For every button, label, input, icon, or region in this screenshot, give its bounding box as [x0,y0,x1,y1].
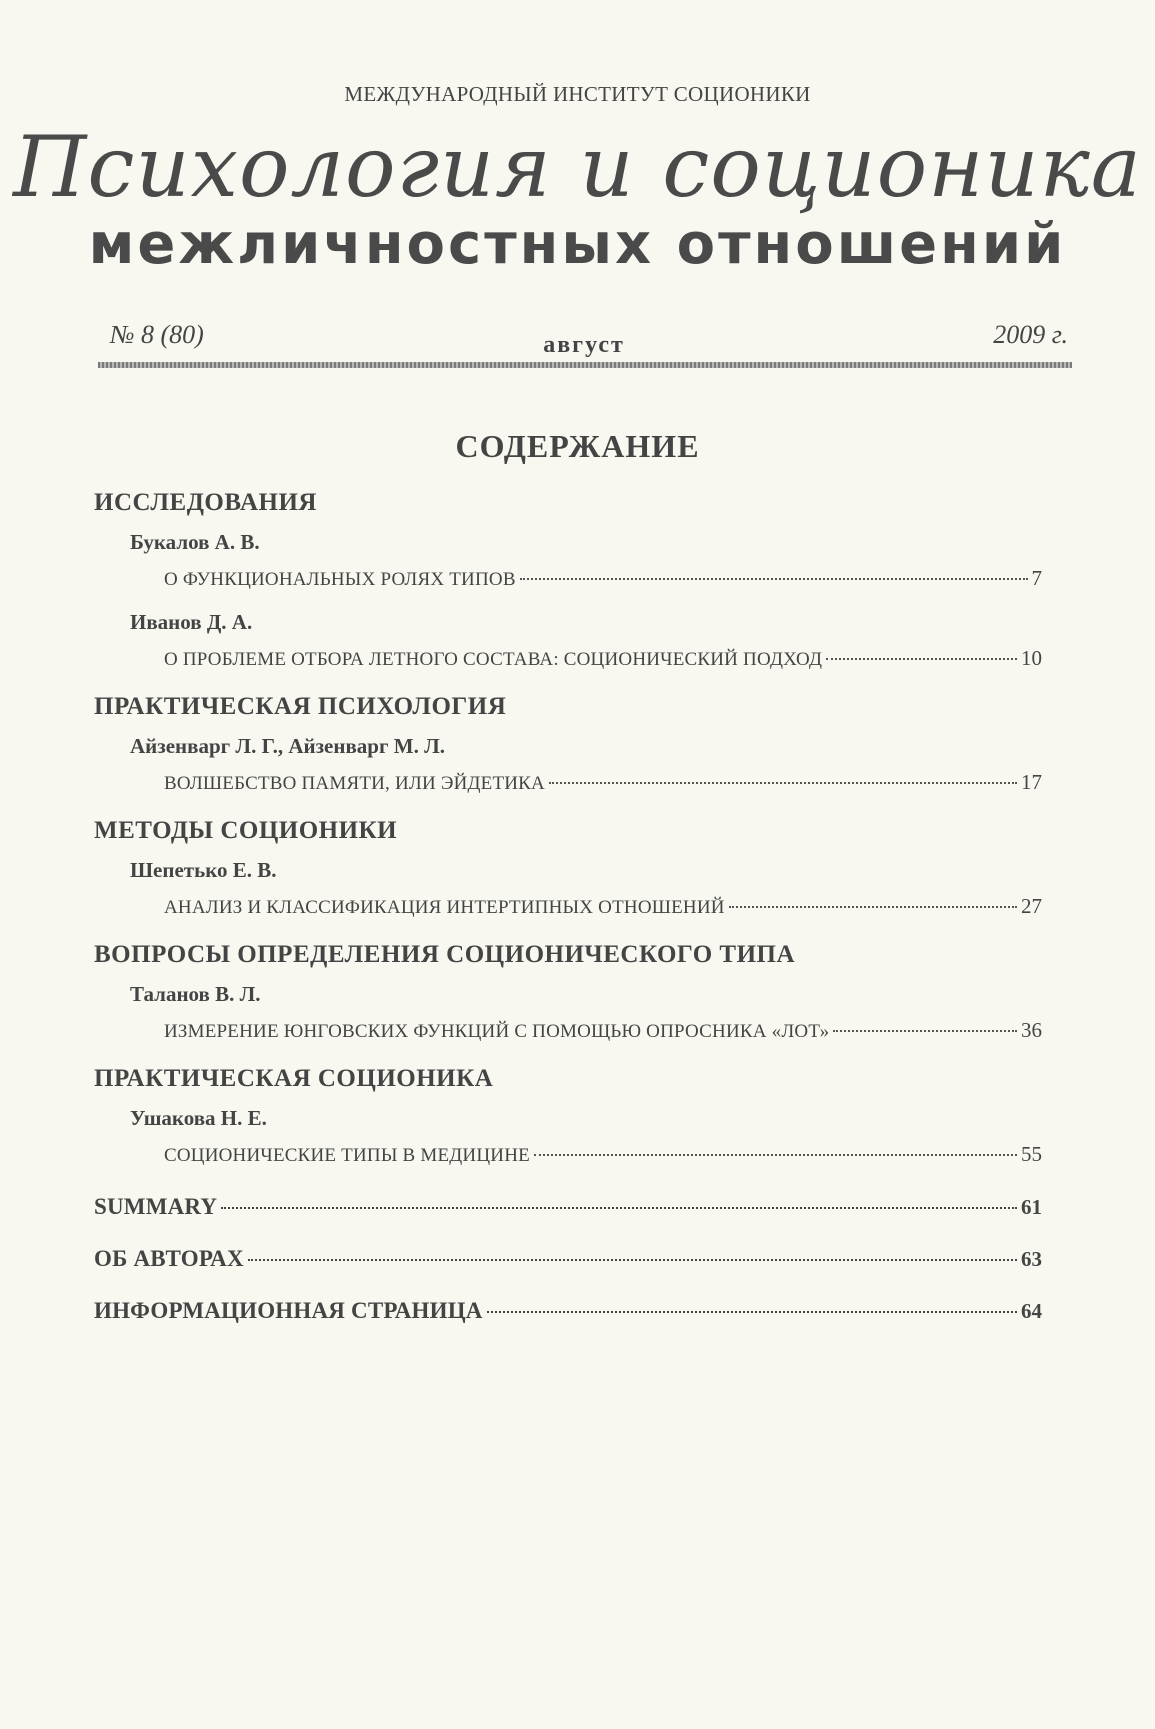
article-title: АНАЛИЗ И КЛАССИФИКАЦИЯ ИНТЕРТИПНЫХ ОТНОШЕНИЙ [164,897,725,918]
page-number: 55 [1021,1142,1042,1166]
section-title: ПРАКТИЧЕСКАЯ ПСИХОЛОГИЯ [94,693,507,720]
dot-leader [221,1207,1017,1209]
toc-entry-title: SUMMARY [94,1194,218,1219]
institute-name: МЕЖДУНАРОДНЫЙ ИНСТИТУТ СОЦИОНИКИ [344,82,811,106]
article-title: О ПРОБЛЕМЕ ОТБОРА ЛЕТНОГО СОСТАВА: СОЦИОНИЧЕСКИЙ ПОДХОД [164,649,823,670]
article-title: СОЦИОНИЧЕСКИЕ ТИПЫ В МЕДИЦИНЕ [164,1145,530,1166]
page-number: 10 [1021,646,1042,670]
issue-year: 2009 г. [993,320,1068,349]
article-author: Иванов Д. А. [130,610,253,634]
section-title: ИССЛЕДОВАНИЯ [94,489,317,516]
article-title: О ФУНКЦИОНАЛЬНЫХ РОЛЯХ ТИПОВ [164,569,516,590]
article-author: Айзенварг Л. Г., Айзенварг М. Л. [130,734,445,758]
section-title: ВОПРОСЫ ОПРЕДЕЛЕНИЯ СОЦИОНИЧЕСКОГО ТИПА [94,941,796,968]
dot-leader [534,1154,1017,1156]
issue-number: № 8 (80) [110,320,204,349]
journal-subtitle: межличностных отношений [88,212,1067,277]
toc-entry-title: ИНФОРМАЦИОННАЯ СТРАНИЦА [94,1298,483,1323]
section-title: ПРАКТИЧЕСКАЯ СОЦИОНИКА [94,1065,494,1092]
page-number: 64 [1021,1299,1042,1323]
page-number: 7 [1031,566,1042,590]
dot-leader [248,1259,1017,1261]
dot-leader [833,1030,1017,1032]
dot-leader [826,658,1017,660]
toc-entry[interactable] [94,768,1042,798]
article-title: ВОЛШЕБСТВО ПАМЯТИ, ИЛИ ЭЙДЕТИКА [164,773,545,794]
article-author: Шепетько Е. В. [130,858,277,882]
page-number: 27 [1021,894,1042,918]
article-author: Букалов А. В. [130,530,260,554]
toc-entry[interactable] [94,1016,1042,1046]
section-title: МЕТОДЫ СОЦИОНИКИ [94,817,398,844]
dot-leader [487,1311,1017,1313]
toc-entry[interactable] [94,892,1042,922]
page-number: 36 [1021,1018,1042,1042]
article-author: Таланов В. Л. [130,982,261,1006]
toc-entry-title: ОБ АВТОРАХ [94,1246,244,1271]
article-author: Ушакова Н. Е. [130,1106,267,1130]
table-of-contents [94,488,1042,1326]
toc-entry[interactable] [94,1140,1042,1170]
toc-entry-about-authors[interactable] [94,1244,1042,1274]
page-number: 61 [1021,1195,1042,1219]
header-divider [98,362,1072,368]
toc-entry[interactable] [94,564,1042,594]
article-title: ИЗМЕРЕНИЕ ЮНГОВСКИХ ФУНКЦИЙ С ПОМОЩЬЮ ОПРОСНИКА «ЛОТ» [164,1021,830,1042]
page-number: 63 [1021,1247,1042,1271]
issue-month: август [543,332,625,358]
dot-leader [520,578,1028,580]
toc-entry-info-page[interactable] [94,1296,1042,1326]
journal-title: Психология и соционика [13,118,1142,216]
contents-heading: СОДЕРЖАНИЕ [455,428,700,464]
toc-entry-summary[interactable] [94,1192,1042,1222]
page-number: 17 [1021,770,1042,794]
toc-entry[interactable] [94,644,1042,674]
dot-leader [549,782,1017,784]
issue-info [100,320,1068,360]
dot-leader [729,906,1017,908]
